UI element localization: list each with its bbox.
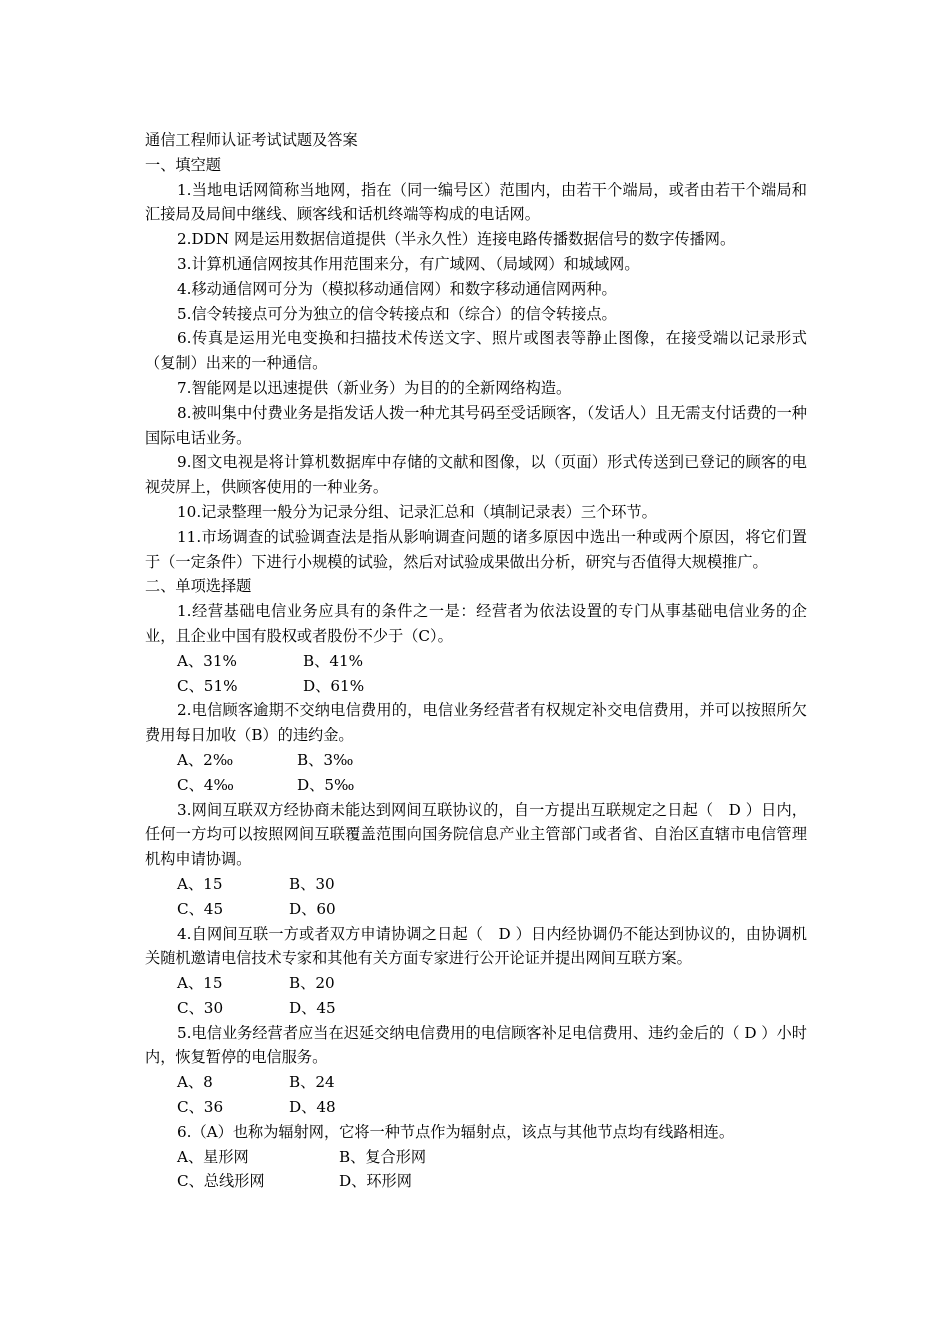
- section-heading-fill-in: 一、填空题: [145, 155, 221, 174]
- fill-in-item-7: 7.智能网是以迅速提供（新业务）为目的的全新网络构造。: [177, 378, 572, 397]
- option-a: A、星形网: [177, 1147, 249, 1166]
- option-d: D、5‰: [297, 775, 355, 794]
- fill-in-item-9: 9.图文电视是将计算机数据库中存储的文献和图像，以（页面）形式传送到已登记的顾客的电视荧屏上，供顾客使用的一种业务。: [145, 453, 807, 497]
- question-5-text: 5.电信业务经营者应当在迟延交纳电信费用的电信顾客补足电信费用、违约金后的（ D ）小时内，恢复暂停的电信服务。: [145, 1023, 807, 1067]
- question-5-options-row-2: [145, 1095, 807, 1120]
- question-2-text: 2.电信顾客逾期不交纳电信费用的，电信业务经营者有权规定补交电信费用，并可以按照所欠费用每日加收（B）的违约金。: [145, 701, 807, 745]
- document-title: 通信工程师认证考试试题及答案: [145, 131, 358, 149]
- document-page: [145, 128, 807, 1194]
- option-c: C、51%: [177, 676, 238, 695]
- option-a: A、8: [177, 1073, 213, 1092]
- option-c: C、45: [177, 899, 224, 918]
- option-a: A、2‰: [177, 750, 234, 769]
- question-5-options-row-1: [145, 1070, 807, 1095]
- option-b: B、30: [289, 874, 335, 893]
- option-a: A、31%: [177, 651, 237, 670]
- fill-in-item-2: 2.DDN 网是运用数据信道提供（半永久性）连接电路传播数据信号的数字传播网。: [177, 230, 736, 249]
- question-2-options-row-1: [145, 748, 807, 773]
- question-6-text: 6.（A）也称为辐射网，它将一种节点作为辐射点，该点与其他节点均有线路相连。: [177, 1122, 735, 1141]
- option-a: A、15: [177, 974, 223, 993]
- option-c: C、30: [177, 998, 224, 1017]
- option-b: B、复合形网: [339, 1147, 427, 1166]
- option-c: C、4‰: [177, 775, 234, 794]
- question-4-options-row-2: [145, 996, 807, 1021]
- fill-in-item-10: 10.记录整理一般分为记录分组、记录汇总和（填制记录表）三个环节。: [177, 502, 657, 521]
- fill-in-item-8: 8.被叫集中付费业务是指发话人拨一种尤其号码至受话顾客，（发话人）且无需支付话费的一种国际电话业务。: [145, 403, 807, 447]
- question-3-options-row-2: [145, 897, 807, 922]
- fill-in-item-3: 3.计算机通信网按其作用范围来分，有广域网、（局域网）和城域网。: [177, 254, 640, 273]
- question-3-text: 3.网间互联双方经协商未能达到网间互联协议的，自一方提出互联规定之日起（ D ）日内，任何一方均可以按照网间互联覆盖范围向国务院信息产业主管部门或者省、自治区直辖市电信管理机构申请协调。: [145, 800, 807, 869]
- option-d: D、61%: [303, 676, 365, 695]
- question-1-options-row-2: [145, 674, 807, 699]
- question-6-options-row-1: [145, 1145, 807, 1170]
- option-d: D、环形网: [339, 1172, 412, 1191]
- question-3-options-row-1: [145, 872, 807, 897]
- fill-in-item-11: 11.市场调查的试验调查法是指从影响调查问题的诸多原因中选出一种或两个原因，将它们置于（一定条件）下进行小规模的试验，然后对试验成果做出分析，研究与否值得大规模推广。: [145, 527, 807, 571]
- option-c: C、总线形网: [177, 1172, 265, 1191]
- fill-in-item-1: 1.当地电话网简称当地网，指在（同一编号区）范围内，由若干个端局，或者由若干个端局和汇接局及局间中继线、顾客线和话机终端等构成的电话网。: [145, 180, 807, 224]
- question-1-text: 1.经营基础电信业务应具有的条件之一是：经营者为依法设置的专门从事基础电信业务的企业，且企业中国有股权或者股份不少于（C）。: [145, 602, 807, 645]
- option-b: B、24: [289, 1073, 335, 1092]
- question-6-options-row-2: [145, 1169, 807, 1194]
- question-4-text: 4.自网间互联一方或者双方申请协调之日起（ D ）日内经协调仍不能达到协议的，由协调机关随机邀请电信技术专家和其他有关方面专家进行公开论证并提出网间互联方案。: [145, 924, 807, 968]
- fill-in-item-5: 5.信令转接点可分为独立的信令转接点和（综合）的信令转接点。: [177, 304, 617, 323]
- option-c: C、36: [177, 1098, 224, 1117]
- fill-in-item-4: 4.移动通信网可分为（模拟移动通信网）和数字移动通信网两种。: [177, 279, 617, 298]
- question-4-options-row-1: [145, 971, 807, 996]
- option-a: A、15: [177, 874, 223, 893]
- option-b: B、20: [289, 974, 335, 993]
- section-heading-single-choice: 二、单项选择题: [145, 577, 252, 596]
- option-b: B、3‰: [297, 750, 354, 769]
- option-d: D、60: [289, 899, 336, 918]
- option-d: D、48: [289, 1098, 336, 1117]
- option-b: B、41%: [303, 651, 364, 670]
- question-1-options-row-1: [145, 649, 807, 674]
- option-d: D、45: [289, 998, 336, 1017]
- question-2-options-row-2: [145, 773, 807, 798]
- fill-in-item-6: 6.传真是运用光电变换和扫描技术传送文字、照片或图表等静止图像，在接受端以记录形式（复制）出来的一种通信。: [145, 329, 807, 373]
